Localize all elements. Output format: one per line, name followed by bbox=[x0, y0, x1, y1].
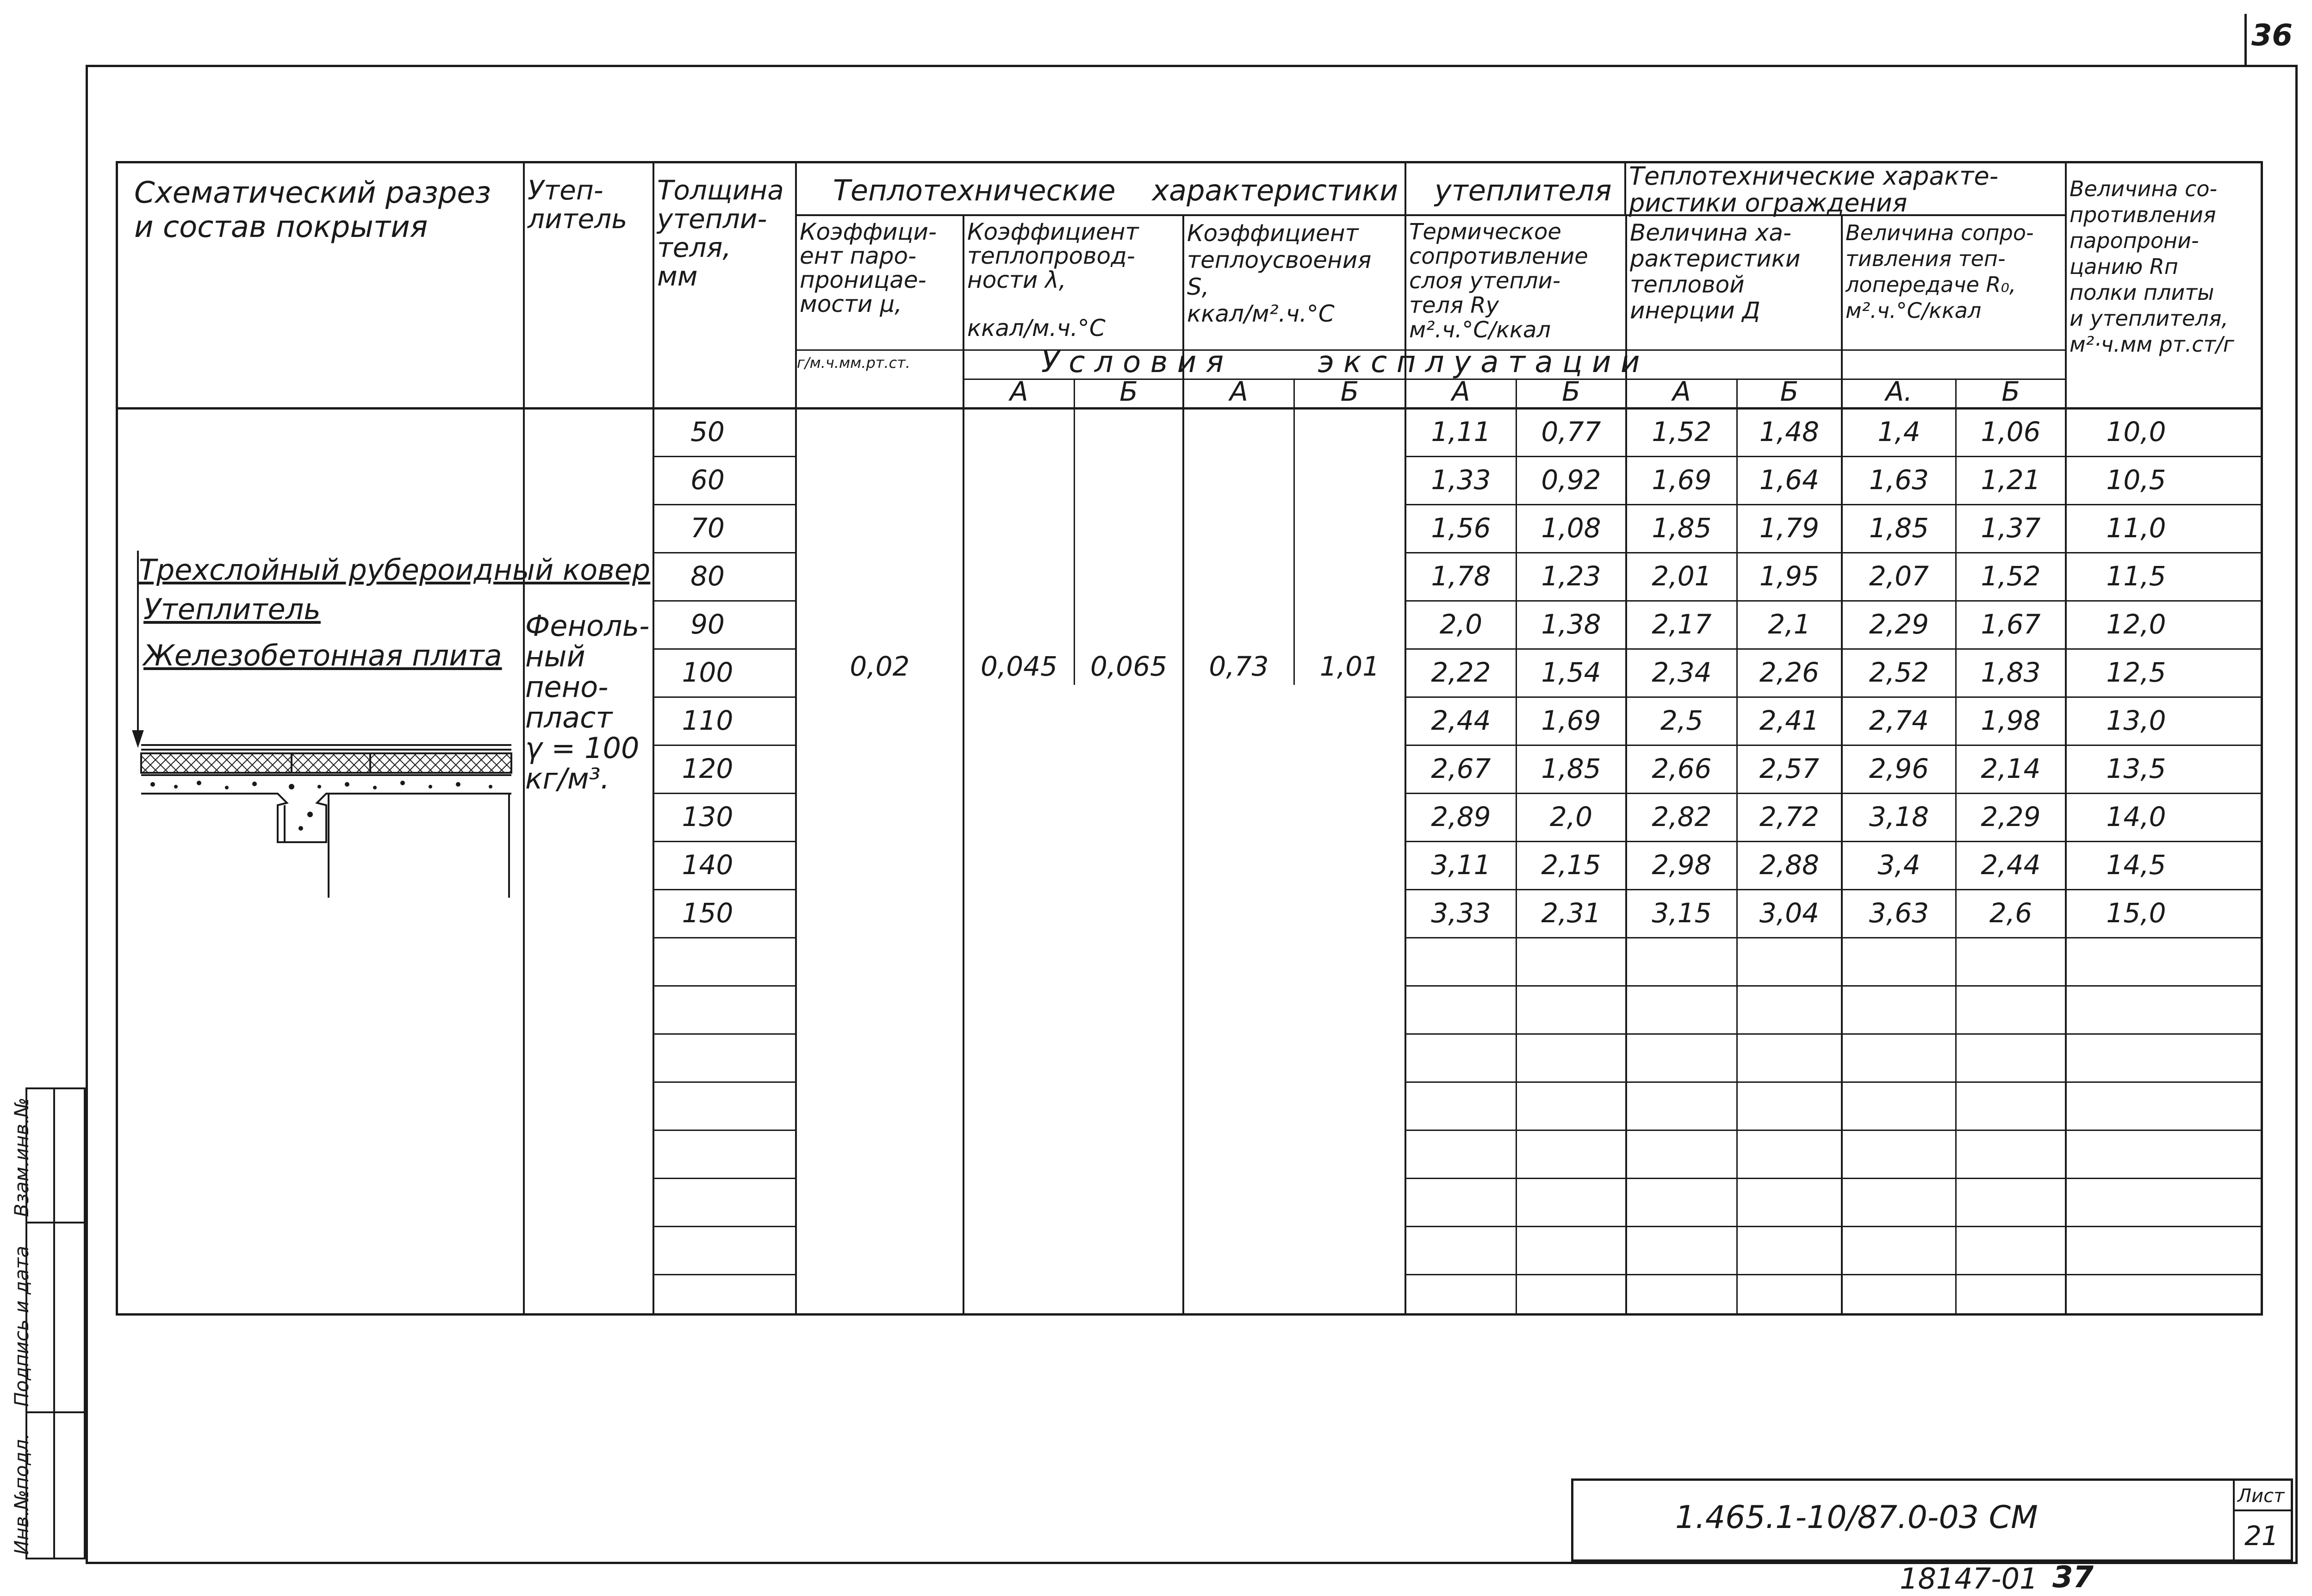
cell-r0a: 1,4 bbox=[1877, 416, 1920, 447]
cell-rp: 13,0 bbox=[2106, 705, 2166, 736]
row-rule bbox=[653, 1226, 796, 1227]
sheet-number: 21 bbox=[2244, 1520, 2279, 1552]
bottom-page: 37 bbox=[2052, 1560, 2094, 1595]
drawing-code: 1.465.1-10/87.0-03 СМ bbox=[1675, 1499, 2038, 1536]
cell-r0b: 2,6 bbox=[1989, 897, 2032, 929]
header-absorption: Коэффициент теплоусвоения S, ккал/м².ч.°С bbox=[1187, 220, 1372, 327]
row-rule bbox=[653, 552, 796, 553]
sheet-label: Лист bbox=[2237, 1485, 2285, 1507]
sub-b: Б bbox=[2001, 376, 2020, 407]
cell-rb: 1,38 bbox=[1541, 609, 1601, 640]
cell-da: 2,82 bbox=[1652, 801, 1712, 832]
cell-r0b: 1,06 bbox=[1981, 416, 2041, 447]
cell-ra: 1,78 bbox=[1431, 560, 1491, 592]
header-required-resistance: Величина сопро- тивления теп- лопередаче R₀, м².ч.°С/ккал bbox=[1846, 220, 2034, 323]
cell-da: 1,85 bbox=[1652, 512, 1712, 544]
cell-r0a: 2,07 bbox=[1869, 560, 1929, 592]
row-rule bbox=[653, 600, 796, 602]
row-rule bbox=[653, 937, 796, 938]
layer-roofing: Трехслойный рубероидный ковер bbox=[139, 553, 651, 587]
side-stamp bbox=[25, 1087, 86, 1559]
row-rule bbox=[1405, 1081, 2263, 1083]
cell-db: 2,26 bbox=[1759, 657, 1820, 688]
sub-b: Б bbox=[1119, 376, 1138, 407]
sub-a: А. bbox=[1885, 376, 1913, 407]
page-number: 36 bbox=[2251, 19, 2293, 53]
stamp-sign: Подпись и дата bbox=[10, 1246, 33, 1407]
row-rule bbox=[653, 889, 796, 890]
cell-t: 100 bbox=[682, 657, 733, 688]
cell-rb: 2,0 bbox=[1549, 801, 1593, 832]
cell-rb: 2,31 bbox=[1541, 897, 1601, 929]
cell-rp: 10,5 bbox=[2106, 464, 2166, 496]
cell-r0b: 1,83 bbox=[1981, 657, 2041, 688]
cell-t: 140 bbox=[682, 849, 733, 881]
sub-b: Б bbox=[1562, 376, 1580, 407]
row-rule bbox=[653, 1178, 796, 1179]
cell-ra: 2,22 bbox=[1431, 657, 1491, 688]
sub-a: А bbox=[1230, 376, 1248, 407]
header-vapor-resistance: Величина со- противления паропрони- цанию Rп полки плиты и утеплителя, м²·ч.мм рт.ст/г bbox=[2070, 176, 2234, 357]
cell-r0b: 1,67 bbox=[1981, 609, 2041, 640]
col-line bbox=[523, 161, 525, 1316]
row-rule bbox=[653, 985, 796, 987]
cell-t: 120 bbox=[682, 753, 733, 784]
subcol-line bbox=[1293, 379, 1295, 685]
material-label: Феноль- ный пено- пласт γ = 100 кг/м³. bbox=[525, 609, 650, 795]
cell-r0a: 3,63 bbox=[1869, 897, 1929, 929]
cell-ra: 1,11 bbox=[1431, 416, 1491, 447]
mu-value: 0,02 bbox=[850, 651, 910, 682]
cell-r0b: 2,44 bbox=[1981, 849, 2041, 881]
cell-r0b: 1,21 bbox=[1981, 464, 2041, 496]
cell-da: 1,69 bbox=[1652, 464, 1712, 496]
side-stamp-rule bbox=[25, 1222, 86, 1223]
header-vapor-perm: Коэффици- ент паро- проницае- мости μ, bbox=[800, 218, 937, 317]
col-line bbox=[2065, 161, 2067, 1316]
cell-r0a: 2,74 bbox=[1869, 705, 1929, 736]
cell-db: 1,48 bbox=[1759, 416, 1820, 447]
header-thickness: Толщина утепли- теля, мм bbox=[657, 174, 784, 292]
row-rule bbox=[1405, 937, 2263, 938]
stamp-replace: Взам.инв.№ bbox=[10, 1097, 33, 1217]
row-rule bbox=[653, 1130, 796, 1131]
subcol-line bbox=[1074, 379, 1075, 685]
stamp-inv: Инв.№подл. bbox=[10, 1433, 33, 1555]
col-line bbox=[653, 161, 654, 1316]
header-thermal-resistance: Термическое сопротивление слоя утепли- теля Rу м².ч.°С/ккал bbox=[1409, 219, 1588, 343]
cell-da: 2,01 bbox=[1652, 560, 1712, 592]
cell-r0b: 2,29 bbox=[1981, 801, 2041, 832]
row-rule bbox=[1405, 552, 2263, 553]
col-line bbox=[1624, 161, 1626, 214]
cell-db: 1,64 bbox=[1759, 464, 1820, 496]
cell-da: 2,5 bbox=[1660, 705, 1703, 736]
cell-r0a: 1,85 bbox=[1869, 512, 1929, 544]
lambda-b-value: 0,065 bbox=[1090, 651, 1168, 682]
cell-db: 1,79 bbox=[1759, 512, 1820, 544]
row-rule bbox=[653, 793, 796, 794]
cell-ra: 2,44 bbox=[1431, 705, 1491, 736]
cell-rb: 1,85 bbox=[1541, 753, 1601, 784]
cell-rb: 1,08 bbox=[1541, 512, 1601, 544]
sub-a: А bbox=[1452, 376, 1470, 407]
row-rule bbox=[1405, 1274, 2263, 1275]
cell-ra: 1,33 bbox=[1431, 464, 1491, 496]
cell-rp: 12,5 bbox=[2106, 657, 2166, 688]
row-rule bbox=[1405, 1130, 2263, 1131]
cell-t: 70 bbox=[690, 512, 725, 544]
row-rule bbox=[1405, 1226, 2263, 1227]
cell-rp: 15,0 bbox=[2106, 897, 2166, 929]
cell-t: 60 bbox=[690, 464, 725, 496]
col-line bbox=[1405, 161, 1406, 1316]
archive-number: 18147-01 bbox=[1900, 1562, 2038, 1596]
side-stamp-rule bbox=[25, 1411, 86, 1413]
row-rule bbox=[653, 456, 796, 457]
cell-rp: 14,5 bbox=[2106, 849, 2166, 881]
row-rule bbox=[1405, 696, 2263, 698]
header-enclosure-props: Теплотехнические характе- ристики ограждения bbox=[1629, 161, 1999, 217]
cell-ra: 2,89 bbox=[1431, 801, 1491, 832]
cell-r0a: 1,63 bbox=[1869, 464, 1929, 496]
cell-rb: 0,77 bbox=[1541, 416, 1601, 447]
cell-r0a: 2,52 bbox=[1869, 657, 1929, 688]
cell-rp: 13,5 bbox=[2106, 753, 2166, 784]
cell-t: 130 bbox=[682, 801, 733, 832]
cell-t: 80 bbox=[690, 560, 725, 592]
cell-rp: 12,0 bbox=[2106, 609, 2166, 640]
cell-ra: 2,67 bbox=[1431, 753, 1491, 784]
cell-rb: 1,69 bbox=[1541, 705, 1601, 736]
row-rule bbox=[653, 696, 796, 698]
row-rule bbox=[1405, 985, 2263, 987]
cell-rp: 14,0 bbox=[2106, 801, 2166, 832]
cell-db: 2,88 bbox=[1759, 849, 1820, 881]
row-rule bbox=[653, 648, 796, 650]
cell-rb: 2,15 bbox=[1541, 849, 1601, 881]
cell-rp: 11,0 bbox=[2106, 512, 2166, 544]
cell-r0a: 2,29 bbox=[1869, 609, 1929, 640]
cell-r0a: 3,4 bbox=[1877, 849, 1920, 881]
header-conductivity: Коэффициент теплопровод- ности λ, ккал/м.ч.°С bbox=[967, 218, 1139, 342]
cell-t: 50 bbox=[690, 416, 725, 447]
header-vapor-perm-unit: г/м.ч.мм.рт.ст. bbox=[797, 354, 910, 372]
cross-section-sketch bbox=[125, 546, 523, 916]
layer-insulation: Утеплитель bbox=[143, 592, 321, 626]
cell-da: 2,66 bbox=[1652, 753, 1712, 784]
cell-t: 90 bbox=[690, 609, 725, 640]
cell-r0a: 2,96 bbox=[1869, 753, 1929, 784]
row-rule bbox=[1405, 889, 2263, 890]
cell-db: 2,72 bbox=[1759, 801, 1820, 832]
header-inertia: Величина ха- рактеристики тепловой инерции Д bbox=[1630, 219, 1801, 324]
sub-a: А bbox=[1672, 376, 1691, 407]
cell-rp: 10,0 bbox=[2106, 416, 2166, 447]
cell-r0b: 1,37 bbox=[1981, 512, 2041, 544]
cell-da: 1,52 bbox=[1652, 416, 1712, 447]
cell-db: 1,95 bbox=[1759, 560, 1820, 592]
cell-da: 3,15 bbox=[1652, 897, 1712, 929]
cell-rb: 1,54 bbox=[1541, 657, 1601, 688]
cell-db: 2,1 bbox=[1768, 609, 1811, 640]
row-rule bbox=[653, 1274, 796, 1275]
row-rule bbox=[1405, 456, 2263, 457]
sub-a: А bbox=[1010, 376, 1028, 407]
row-rule bbox=[653, 504, 796, 505]
row-rule bbox=[1405, 1178, 2263, 1179]
cell-db: 2,57 bbox=[1759, 753, 1820, 784]
lambda-a-value: 0,045 bbox=[980, 651, 1058, 682]
header-conditions: У с л о в и я э к с п л у а т а ц и и bbox=[1041, 345, 1640, 379]
header-insulation-props: Теплотехнические характеристики утеплителя bbox=[833, 174, 1612, 207]
title-block-divider bbox=[2233, 1478, 2235, 1562]
cell-rb: 1,23 bbox=[1541, 560, 1601, 592]
header-insulation: Утеп- литель bbox=[528, 174, 628, 235]
cell-r0b: 1,98 bbox=[1981, 705, 2041, 736]
cell-da: 2,98 bbox=[1652, 849, 1712, 881]
row-rule bbox=[653, 1033, 796, 1035]
header-bottom-rule bbox=[116, 407, 2263, 410]
cell-r0a: 3,18 bbox=[1869, 801, 1929, 832]
row-rule bbox=[1405, 1033, 2263, 1035]
row-rule bbox=[1405, 648, 2263, 650]
cell-ra: 3,11 bbox=[1431, 849, 1491, 881]
cell-ra: 1,56 bbox=[1431, 512, 1491, 544]
cell-t: 150 bbox=[682, 897, 733, 929]
row-rule bbox=[1405, 793, 2263, 794]
row-rule bbox=[1405, 504, 2263, 505]
row-rule bbox=[1405, 841, 2263, 842]
cell-ra: 2,0 bbox=[1439, 609, 1483, 640]
row-rule bbox=[1405, 745, 2263, 746]
sub-b: Б bbox=[1340, 376, 1359, 407]
cell-db: 2,41 bbox=[1759, 705, 1820, 736]
header-section: Схематический разрез и состав покрытия bbox=[134, 176, 491, 244]
cell-t: 110 bbox=[682, 705, 733, 736]
row-rule bbox=[653, 745, 796, 746]
cell-rp: 11,5 bbox=[2106, 560, 2166, 592]
row-rule bbox=[1405, 600, 2263, 602]
row-rule bbox=[653, 1081, 796, 1083]
sub-b: Б bbox=[1780, 376, 1799, 407]
page-number-divider bbox=[2244, 14, 2247, 65]
cell-rb: 0,92 bbox=[1541, 464, 1601, 496]
cell-db: 3,04 bbox=[1759, 897, 1820, 929]
title-block-rule bbox=[2233, 1509, 2293, 1511]
layer-slab: Железобетонная плита bbox=[143, 639, 502, 672]
cell-r0b: 2,14 bbox=[1981, 753, 2041, 784]
s-b-value: 1,01 bbox=[1319, 651, 1380, 682]
cell-ra: 3,33 bbox=[1431, 897, 1491, 929]
side-stamp-divider bbox=[53, 1087, 55, 1559]
cell-r0b: 1,52 bbox=[1981, 560, 2041, 592]
cell-da: 2,34 bbox=[1652, 657, 1712, 688]
s-a-value: 0,73 bbox=[1209, 651, 1269, 682]
cell-da: 2,17 bbox=[1652, 609, 1712, 640]
col-line bbox=[795, 161, 797, 1316]
row-rule bbox=[653, 841, 796, 842]
